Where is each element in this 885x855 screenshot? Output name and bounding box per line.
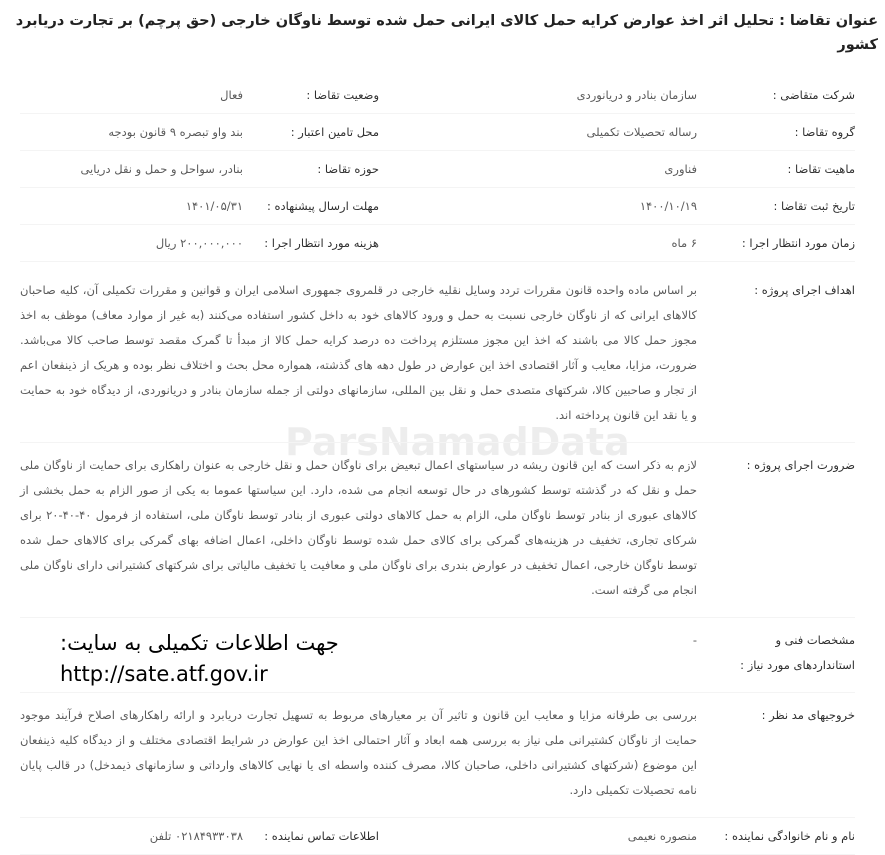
technical-specs-value: - xyxy=(692,633,697,647)
expected-outputs-text: بررسی بی طرفانه مزایا و معایب این قانون و تاثیر آن بر معیارهای مربوط به تسهیل تجارت دریابرد و ارائه راهکارهای اصلاح فرآیند موجود حمایت از ناوگان کشتیرانی ملی نیاز به بررسی همه ابعاد و آثار احتمالی اخذ این عوارض در شرایط اقتصادی مختلف و از دیدگاه کلیه ذینفعان این موضوع (شرکتهای کشتیرانی داخلی، صاحبان کالا، مصرف کننده واسطه ای یا نهایی کالاهای وارداتی و سازمانهای ذیمدخل) در قالب پایان نامه تحصیلات تکمیلی دارد. xyxy=(20,708,697,797)
details-row xyxy=(20,188,855,225)
request-domain-label: حوزه تقاضا : xyxy=(317,162,379,176)
project-necessity-text: لازم به ذکر است که این قانون ریشه در سیاستهای اعمال تبعیض برای ناوگان حمل و نقل خارجی به عنوان راهکاری برای حمایت از ناوگان ملی حمل و نقل که در گذشته توسط کشورهای در حال توسعه انجام می شده، دارد. این سیاستها عموما به یکی از صور الزام به حمل بخشی از کالاهای عبوری از بنادر توسط ناوگان ملی، الزام به حمل کالاهای دولتی عبوری از بنادر توسط ناوگان ملی، استفاده از فرمول ۴۰-۴۰-۲۰ برای شرکای تجاری، تخفیف در هزینه‌های گمرکی برای کالای حمل شده توسط ناوگان داخلی، اعمال اضافه بهای گمرکی برای کالاهای حمل شده توسط ناوگان خارجی، اعمال تخفیف در عوارض بندری برای ناوگان ملی و معافیت یا تخفیف مالیاتی برای شرکتهای کشتیرانی دارای ناوگان ملی انجام می گرفته است. xyxy=(20,458,697,597)
request-status-label: وضعیت تقاضا : xyxy=(306,88,379,102)
expected-cost-label: هزینه مورد انتظار اجرا : xyxy=(264,236,379,250)
technical-specs-label-line2: استانداردهای مورد نیاز : xyxy=(740,658,855,672)
project-goals-text: بر اساس ماده واحده قانون مقررات تردد وسایل نقلیه خارجی در قلمروی جمهوری اسلامی ایران و قوانین و مقررات تکمیلی آن، کلیه صاحبان کالاهای ایرانی که از ناوگان خارجی نسبت به حمل و ورود کالاهای خود به داخل کشور استفاده می‌کنند (به غیر از موارد معاف) موظف به اخذ مجوز حمل کالا می باشند که اخذ این مجوز مستلزم پرداخت ده درصد کرایه حمل کالا از مبدأ تا گمرک مقصد توسط صاحب کالا می‌باشد. ضرورت، مزایا، معایب و آثار اقتصادی اخذ این عوارض در طول دهه های گذشته، همواره محل بحث و اختلاف نظر بوده و هریک از ذینفعان اعم از تجار و صاحبین کالا، شرکتهای متصدی حمل و نقل بین المللی، سازمانهای دولتی از جمله سازمان بنادر و دریانوردی، از دیدگاه خود به حمایت و یا نقد این قانون پرداخته اند. xyxy=(20,283,697,422)
applicant-company-value: سازمان بنادر و دریانوردی xyxy=(576,88,697,102)
registration-date-label: تاریخ ثبت تقاضا : xyxy=(773,199,855,213)
details-row xyxy=(20,114,855,151)
request-details xyxy=(0,63,885,855)
representative-contact-label: اطلاعات تماس نماینده : xyxy=(264,829,379,843)
representative-contact-value: ۰۲۱۸۴۹۳۳۰۳۸ تلفن xyxy=(149,829,243,843)
watermark: ParsNamadData xyxy=(285,420,630,464)
project-goals-label: اهداف اجرای پروژه : xyxy=(754,283,855,297)
project-goals-row xyxy=(20,268,855,443)
more-info-url: http://sate.atf.gov.ir xyxy=(60,662,268,686)
technical-specs-label xyxy=(705,628,855,678)
page-title: عنوان تقاضا : تحلیل اثر اخذ عوارض کرایه حمل کالای ایرانی حمل شده توسط ناوگان خارجی (حق پرچم) بر تجارت دریابرد کشور xyxy=(15,13,878,53)
request-status-value: فعال xyxy=(220,88,243,102)
expected-duration-value: ۶ ماه xyxy=(671,236,697,250)
project-necessity-row xyxy=(20,443,855,618)
proposal-deadline-value: ۱۴۰۱/۰۵/۳۱ xyxy=(185,199,243,213)
proposal-deadline-label: مهلت ارسال پیشنهاده : xyxy=(267,199,379,213)
funding-source-value: بند واو تبصره ۹ قانون بودجه xyxy=(108,125,243,139)
request-group-value: رساله تحصیلات تکمیلی xyxy=(586,125,697,139)
representative-name-value: منصوره نعیمی xyxy=(627,829,697,843)
representative-row xyxy=(20,818,855,855)
details-row xyxy=(20,77,855,114)
details-row xyxy=(20,225,855,262)
more-info-overlay xyxy=(60,628,339,690)
details-row xyxy=(20,151,855,188)
registration-date-value: ۱۴۰۰/۱۰/۱۹ xyxy=(639,199,697,213)
more-info-text: جهت اطلاعات تکمیلی به سایت: xyxy=(60,631,339,655)
funding-source-label: محل تامین اعتبار : xyxy=(290,125,379,139)
request-domain-value: بنادر، سواحل و حمل و نقل دریایی xyxy=(80,162,243,176)
expected-outputs-label: خروجیهای مد نظر : xyxy=(761,708,855,722)
expected-duration-label: زمان مورد انتظار اجرا : xyxy=(741,236,855,250)
request-nature-label: ماهیت تقاضا : xyxy=(787,162,855,176)
expected-outputs-row xyxy=(20,693,855,818)
expected-cost-value: ۲۰۰,۰۰۰,۰۰۰ ریال xyxy=(155,236,243,250)
technical-specs-row xyxy=(20,618,855,693)
request-nature-value: فناوری xyxy=(664,162,697,176)
representative-name-label: نام و نام خانوادگی نماینده : xyxy=(724,829,855,843)
technical-specs-label-line1: مشخصات فنی و xyxy=(775,633,855,647)
request-group-label: گروه تقاضا : xyxy=(794,125,855,139)
project-necessity-label: ضرورت اجرای پروژه : xyxy=(746,458,855,472)
applicant-company-label: شرکت متقاضی : xyxy=(772,88,855,102)
